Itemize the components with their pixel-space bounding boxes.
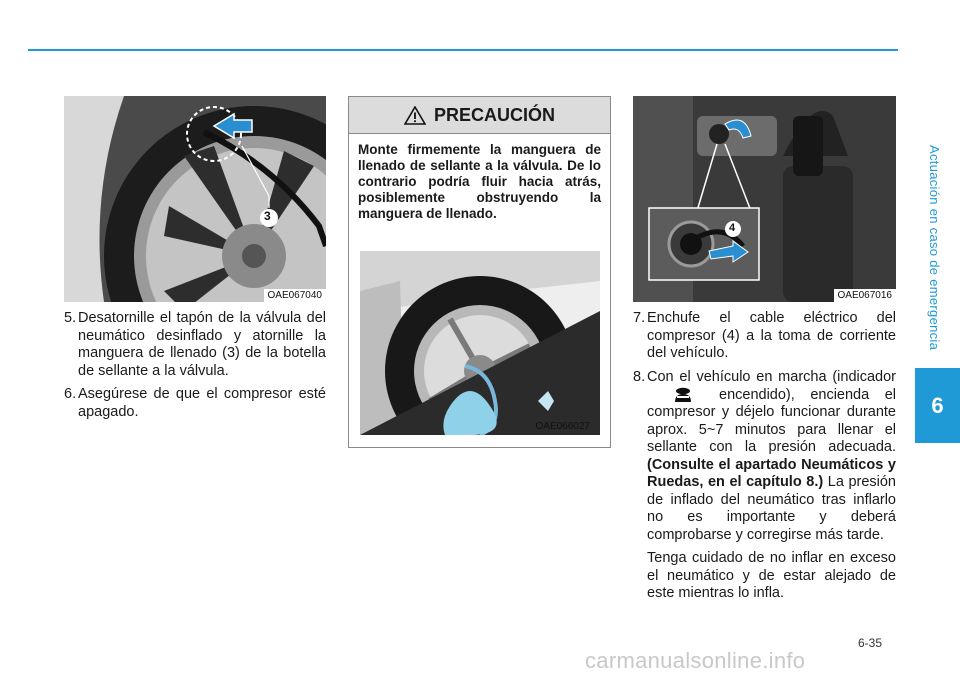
hose-leak-illustration [360,251,600,435]
warning-icon [404,106,426,125]
step-8 [633,369,896,609]
caution-box [348,96,611,448]
step-number: 5. [64,310,77,326]
step-text: Asegúrese de que el compresor esté apagado. [78,386,326,420]
figure-tire-valve [64,96,326,302]
step-paragraph [647,369,896,545]
tire-valve-illustration [64,96,326,302]
step-5 [64,310,326,380]
step-text: Enchufe el cable eléctrico del compresor (4) a la toma de corriente del vehículo. [647,310,896,361]
figure-code: OAE067040 [264,289,327,302]
figure-hose-leak [360,251,600,435]
step-number: 8. [633,368,646,385]
figure-callout: 3 [264,209,271,223]
steps-right [633,310,896,615]
watermark: carmanualsonline.info [585,648,806,673]
step-body [647,369,896,609]
caution-text: Monte firmemente la manguera de llenado de sellante a la válvula. De lo contrario podría fluir hacia atrás, posiblemente obstruyendo la manguera de llenado. [358,142,601,221]
step-warning-paragraph: Tenga cuidado de no inflar en exceso el neumático y de estar alejado de este mientras lo infla. [647,550,896,602]
power-outlet-illustration [633,96,896,302]
chapter-tab: 6 [915,368,960,443]
caution-header [349,97,610,134]
step-text: Desatornille el tapón de la válvula del neumático desinflado y atornille la manguera de llenado (3) de la botella de sellante a la válvula. [78,310,326,379]
figure-callout: 4 [729,222,736,234]
step-number: 7. [633,310,646,326]
step-7 [633,310,896,363]
step-6 [64,386,326,421]
section-title: Actuación en caso de emergencia [927,145,942,351]
step-text-after: La presión de inflado del neumático tras inflarlo no es importante y deberá comprobarse y corregirse más tarde. [647,474,896,543]
figure-code: OAE066027 [535,421,590,432]
step-number: 6. [64,386,77,402]
figure-power-outlet [633,96,896,302]
page-number: 6-35 [858,636,883,650]
header-rule [28,49,898,51]
step-text-post: encendido), encienda el compresor y déjelo funcionar durante aprox. 5~7 minutos para llenar el sellante con la presión adecuada. [647,386,896,456]
step-text-pre: Con el vehículo en marcha (indicador [647,368,896,385]
seat-indicator-icon [673,386,693,404]
steps-left [64,310,326,427]
caution-title: PRECAUCIÓN [433,104,555,125]
figure-code: OAE067016 [834,289,897,302]
step-reference: (Consulte el apartado Neumáticos y Ruedas, en el capítulo 8.) [647,456,896,491]
